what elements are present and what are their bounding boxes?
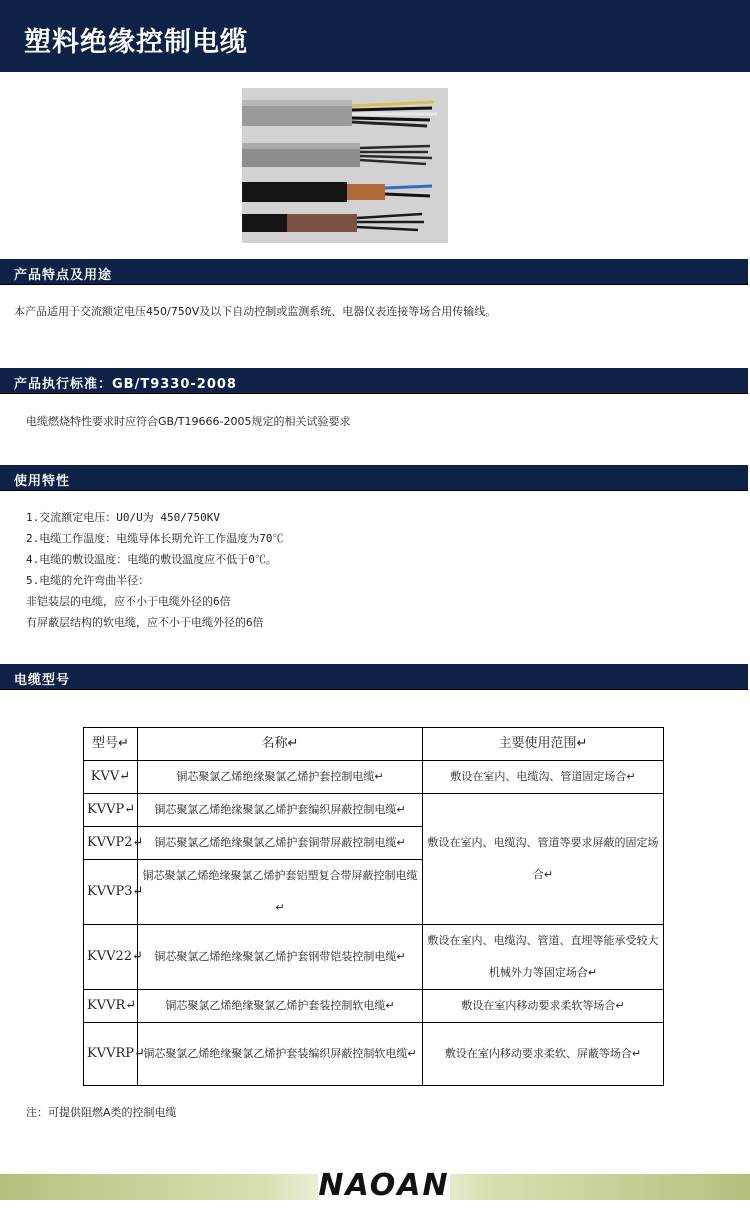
name-cell: 铜芯聚氯乙烯绝缘聚氯乙烯护套钢带铠装控制电缆↵ — [138, 925, 423, 990]
section-title-usage: 使用特性 — [14, 474, 71, 489]
usage-item: 非铠装层的电缆，应不小于电缆外径的6倍 — [26, 595, 231, 608]
table-header-row — [84, 728, 664, 761]
table-row — [84, 1023, 664, 1086]
name-cell: 铜芯聚氯乙烯绝缘聚氯乙烯护套控制电缆↵ — [138, 761, 423, 794]
name-cell: 铜芯聚氯乙烯绝缘聚氯乙烯护套铝塑复合带屏蔽控制电缆↵ — [138, 860, 423, 925]
brand-logo-text: NAOAN — [318, 1168, 450, 1203]
table-row — [84, 925, 664, 990]
range-cell: 敷设在室内移动要求柔软、屏蔽等场合↵ — [423, 1023, 664, 1086]
section-title-models: 电缆型号 — [14, 673, 71, 688]
name-cell: 铜芯聚氯乙烯绝缘聚氯乙烯护套铜带屏蔽控制电缆↵ — [138, 827, 423, 860]
usage-item: 5.电缆的允许弯曲半径： — [26, 574, 150, 587]
model-cell: KVVP↵ — [84, 794, 138, 827]
section-bar-standard — [0, 368, 748, 394]
name-cell: 铜芯聚氯乙烯绝缘聚氯乙烯护套编织屏蔽控制电缆↵ — [138, 794, 423, 827]
table-header-cell: 名称↵ — [138, 728, 423, 761]
footnote: 注：可提供阻燃A类的控制电缆 — [26, 1106, 177, 1119]
model-cell: KVV↵ — [84, 761, 138, 794]
section-bar-features — [0, 259, 748, 285]
brand-logo — [318, 1166, 450, 1206]
cable-model-table — [83, 727, 664, 1086]
usage-item: 4.电缆的敷设温度：电缆的敷设温度应不低于0℃。 — [26, 553, 277, 566]
model-cell: KVV22↵ — [84, 925, 138, 990]
section-bar-models — [0, 664, 748, 690]
name-cell: 铜芯聚氯乙烯绝缘聚氯乙烯护套装控制软电缆↵ — [138, 990, 423, 1023]
model-cell: KVVR↵ — [84, 990, 138, 1023]
section-bar-usage — [0, 465, 748, 491]
model-cell: KVVRP↵ — [84, 1023, 138, 1086]
table-header-cell: 型号↵ — [84, 728, 138, 761]
standard-text: 电缆燃烧特性要求时应符合GB/T19666-2005规定的相关试验要求 — [26, 415, 351, 428]
range-cell: 敷设在室内、电缆沟、管道、直埋等能承受较大机械外力等固定场合↵ — [423, 925, 664, 990]
usage-item: 2.电缆工作温度：电缆导体长期允许工作温度为70℃ — [26, 532, 284, 545]
usage-item: 有屏蔽层结构的软电缆，应不小于电缆外径的6倍 — [26, 616, 264, 629]
name-cell: 铜芯聚氯乙烯绝缘聚氯乙烯护套装编织屏蔽控制软电缆↵ — [138, 1023, 423, 1086]
cable-photo-illustration — [242, 88, 448, 243]
cable-photo — [242, 88, 448, 243]
page-title: 塑料绝缘控制电缆 — [24, 27, 248, 58]
table-row — [84, 794, 664, 827]
section-title-features: 产品特点及用途 — [14, 268, 113, 283]
table-header-cell: 主要使用范围↵ — [423, 728, 664, 761]
section-title-standard: 产品执行标准：GB/T9330-2008 — [14, 377, 237, 392]
title-banner — [0, 0, 750, 72]
table-row — [84, 990, 664, 1023]
range-cell: 敷设在室内、电缆沟、管道等要求屏蔽的固定场合↵ — [423, 794, 664, 925]
usage-item: 1.交流额定电压：U0/U为 450/750KV — [26, 511, 220, 524]
range-cell: 敷设在室内移动要求柔软等场合↵ — [423, 990, 664, 1023]
table-row — [84, 761, 664, 794]
features-text: 本产品适用于交流额定电压450/750V及以下自动控制或监测系统、电器仪表连接等场合用传输线。 — [14, 305, 497, 318]
model-cell: KVVP3↵ — [84, 860, 138, 925]
range-cell: 敷设在室内、电缆沟、管道固定场合↵ — [423, 761, 664, 794]
model-cell: KVVP2↵ — [84, 827, 138, 860]
